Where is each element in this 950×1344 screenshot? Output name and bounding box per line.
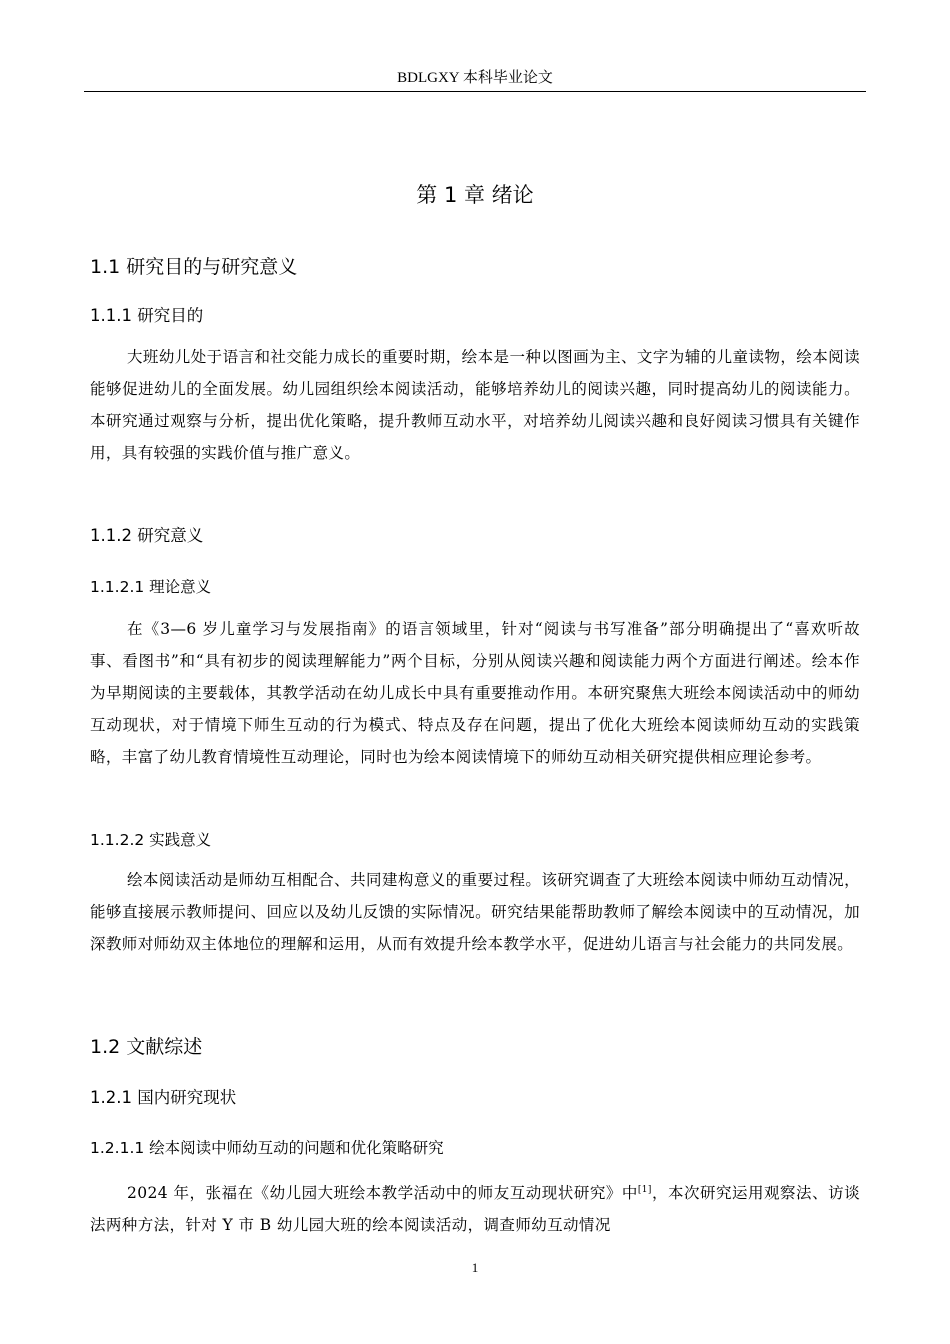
page-number: 1 (471, 1260, 479, 1275)
section-heading-1-1: 1.1 研究目的与研究意义 (90, 256, 298, 278)
chapter-title: 第 1 章 绪论 (416, 183, 534, 207)
section-heading-1-1-1: 1.1.1 研究目的 (90, 306, 204, 325)
section-heading-1-1-2: 1.1.2 研究意义 (90, 526, 204, 545)
paragraph-domestic-research (90, 1174, 860, 1241)
paragraph-practical-significance: 绘本阅读活动是师幼互相配合、共同建构意义的重要过程。该研究调查了大班绘本阅读中师幼互动情况，能够直接展示教师提问、回应以及幼儿反馈的实际情况。研究结果能帮助教师了解绘本阅读中的互动情况，加深教师对师幼双主体地位的理解和运用，从而有效提升绘本教学水平，促进幼儿语言与社会能力的共同发展。 (90, 871, 860, 953)
section-heading-1-2-1: 1.2.1 国内研究现状 (90, 1088, 237, 1107)
page-header: BDLGXY 本科毕业论文 (397, 70, 553, 86)
section-heading-1-1-2-1: 1.1.2.1 理论意义 (90, 578, 212, 596)
paragraph-research-purpose: 大班幼儿处于语言和社交能力成长的重要时期，绘本是一种以图画为主、文字为辅的儿童读物，绘本阅读能够促进幼儿的全面发展。幼儿园组织绘本阅读活动，能够培养幼儿的阅读兴趣，同时提高幼儿的阅读能力。本研究通过观察与分析，提出优化策略，提升教师互动水平，对培养幼儿阅读兴趣和良好阅读习惯具有关键作用，具有较强的实践价值与推广意义。 (90, 348, 860, 462)
paragraph-text-start: 2024 年，张福在《幼儿园大班绘本教学活动中的师友互动现状研究》中 (127, 1184, 638, 1203)
paragraph-theoretical-significance: 在《3—6 岁儿童学习与发展指南》的语言领域里，针对“阅读与书写准备”部分明确提出了“喜欢听故事、看图书”和“具有初步的阅读理解能力”两个目标，分别从阅读兴趣和阅读能力两个方面进行阐述。绘本作为早期阅读的主要载体，其教学活动在幼儿成长中具有重要推动作用。本研究聚焦大班绘本阅读活动中的师幼互动现状，对于情境下师生互动的行为模式、特点及存在问题，提出了优化大班绘本阅读师幼互动的实践策略，丰富了幼儿教育情境性互动理论，同时也为绘本阅读情境下的师幼互动相关研究提供相应理论参考。 (90, 620, 860, 766)
section-heading-1-2: 1.2 文献综述 (90, 1036, 203, 1058)
paragraph-text-end: ，本次研究运用观察法、访谈法两种方法，针对 Y 市 B 幼儿园大班的绘本阅读活动，调查师幼互动情况 (90, 1184, 860, 1235)
citation-ref: [1] (637, 1185, 652, 1195)
header-rule (84, 91, 866, 92)
section-heading-1-2-1-1: 1.2.1.1 绘本阅读中师幼互动的问题和优化策略研究 (90, 1139, 444, 1157)
section-heading-1-1-2-2: 1.1.2.2 实践意义 (90, 831, 212, 849)
